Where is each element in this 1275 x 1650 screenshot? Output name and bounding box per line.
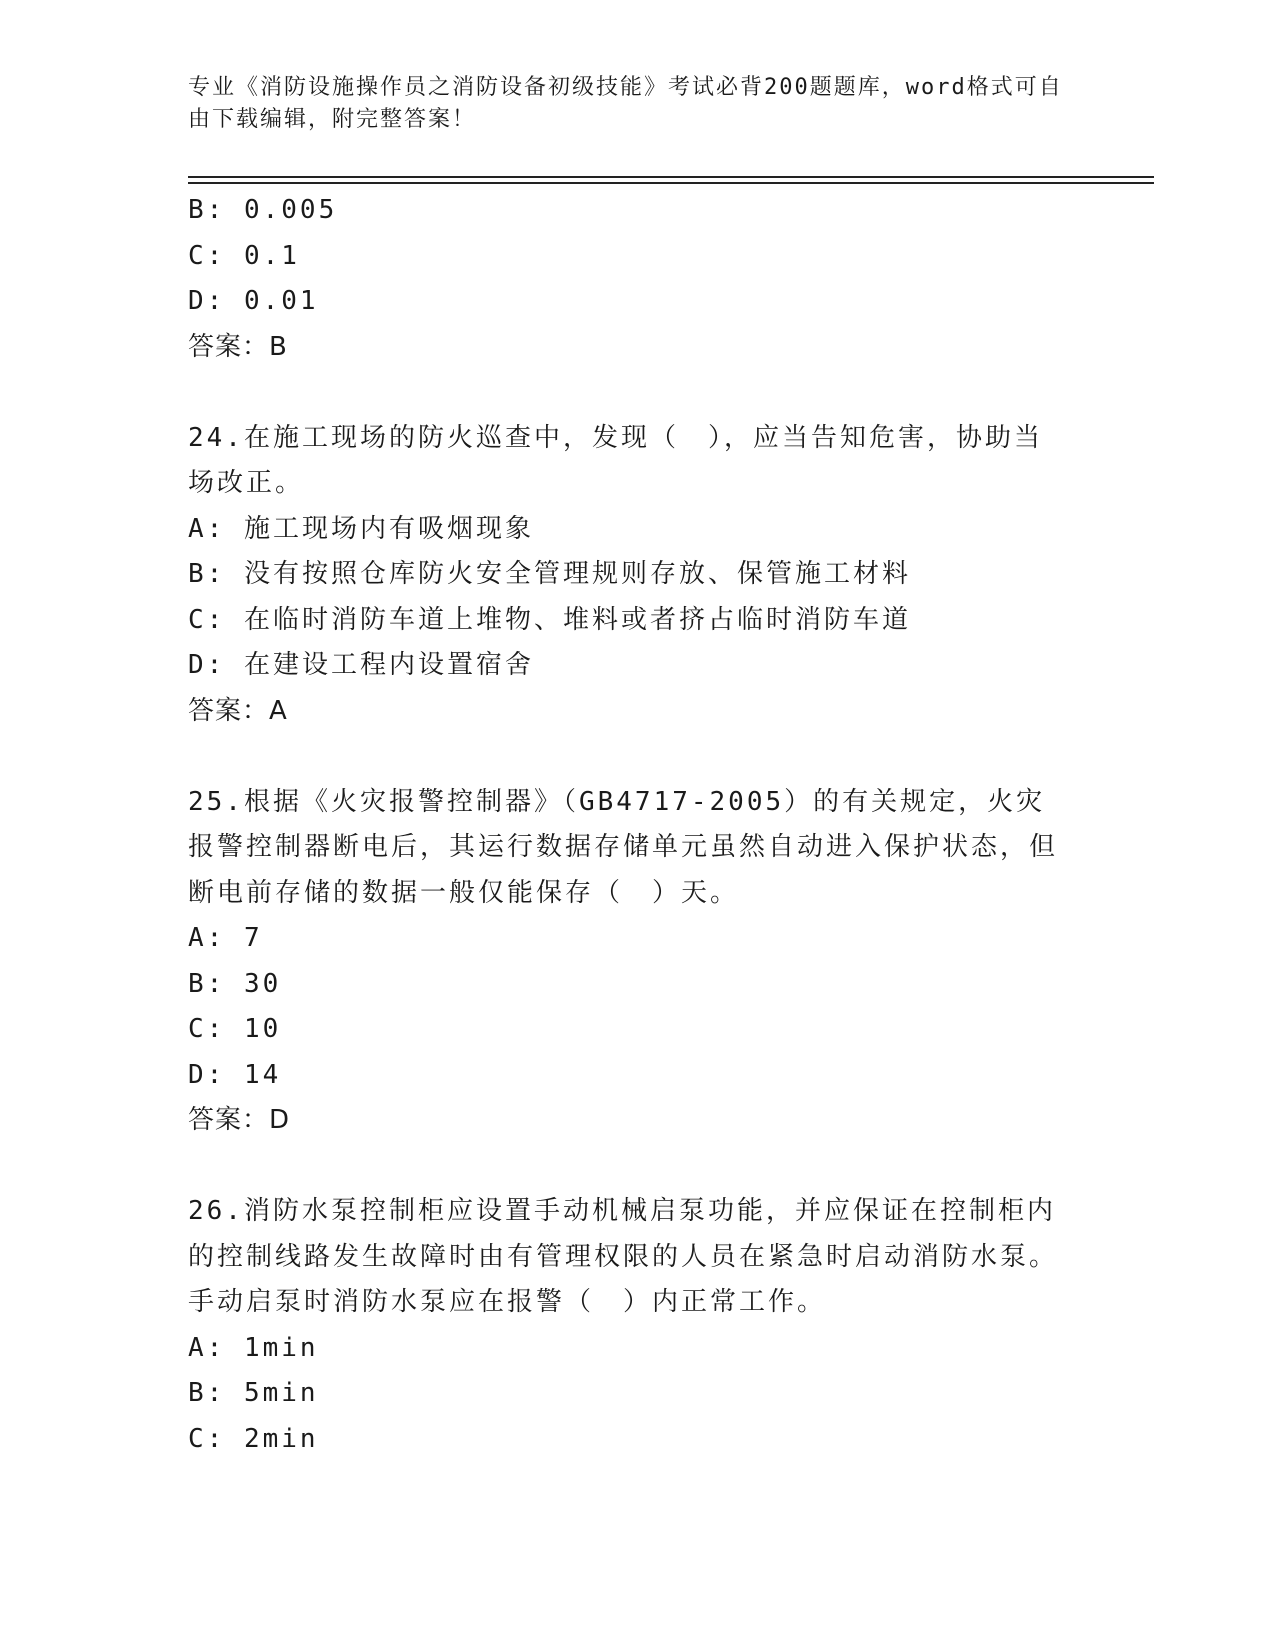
question-24 [188,416,1088,735]
document-header: 专业《消防设施操作员之消防设备初级技能》考试必背200题题库，word格式可自由下载编辑，附完整答案！ [188,75,1063,132]
question-26 [188,1189,1088,1462]
question-stem: 24.在施工现场的防火巡查中，发现（ ），应当告知危害，协助当场改正。 [188,422,1043,498]
option-b: B: 5min [188,1378,319,1408]
question-23 [188,188,1088,370]
spacer [188,734,1088,780]
question-stem: 25.根据《火灾报警控制器》（GB4717-2005）的有关规定，火灾报警控制器断电后，其运行数据存储单元虽然自动进入保护状态，但断电前存储的数据一般仅能保存（ ）天。 [188,786,1059,908]
option-a: A: 7 [188,923,263,953]
option-a: A: 1min [188,1332,319,1363]
spacer [188,370,1088,416]
answer-line: 答案：D [188,1105,291,1135]
question-25 [188,780,1088,1144]
option-d: D: 14 [188,1059,282,1090]
option-d: D: 0.01 [188,286,319,316]
question-list [188,188,1088,1462]
option-c: C: 在临时消防车道上堆物、堆料或者挤占临时消防车道 [188,604,911,635]
header-divider-bottom [188,182,1154,184]
spacer [188,1144,1088,1190]
option-b: B: 没有按照仓库防火安全管理规则存放、保管施工材料 [188,559,911,589]
option-c: C: 10 [188,1014,282,1044]
option-b: B: 30 [188,968,282,999]
option-c: C: 2min [188,1423,319,1454]
option-a: A: 施工现场内有吸烟现象 [188,513,534,544]
question-stem: 26.消防水泵控制柜应设置手动机械启泵功能，并应保证在控制柜内的控制线路发生故障时由有管理权限的人员在紧急时启动消防水泵。手动启泵时消防水泵应在报警（ ）内正常工作。 [188,1196,1059,1317]
option-b: B: 0.005 [188,195,338,225]
option-c: C: 0.1 [188,240,300,271]
answer-line: 答案：A [188,695,288,726]
answer-line: 答案：B [188,331,288,362]
option-d: D: 在建设工程内设置宿舍 [188,650,534,680]
header-divider-top [188,176,1154,178]
